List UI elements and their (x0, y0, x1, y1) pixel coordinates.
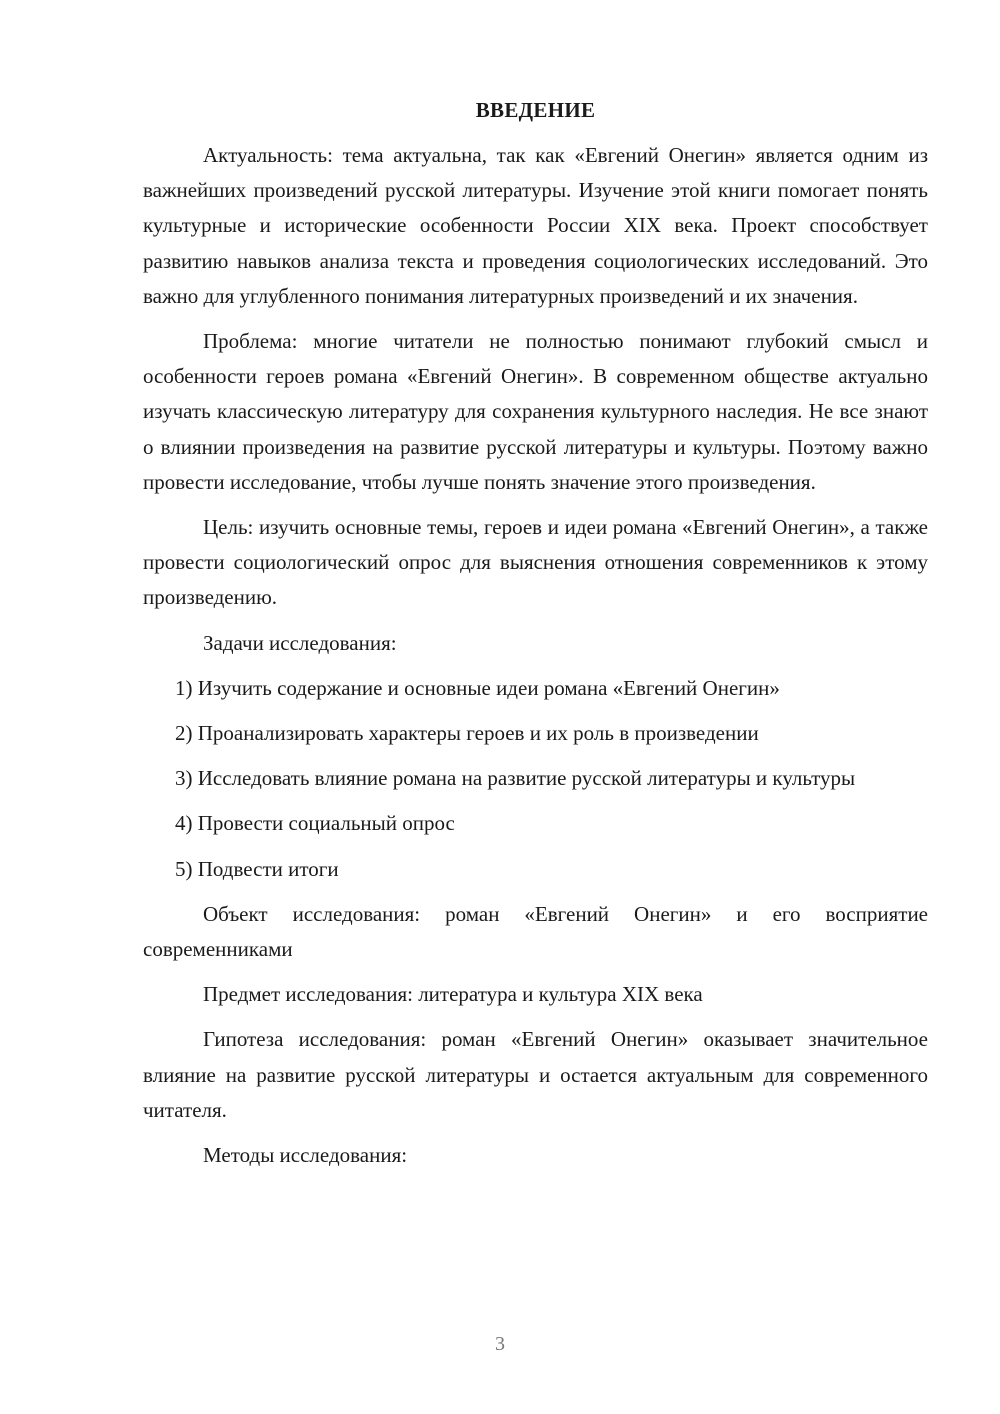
relevance-paragraph: Актуальность: тема актуальна, так как «Евгений Онегин» является одним из важнейших произведений русской литературы. Изучение этой книги помогает понять культурные и исторические особенности России XIX века. Проект способствует развитию навыков анализа текста и проведения социологических исследований. Это важно для углубленного понимания литературных произведений и их значения. (143, 143, 928, 308)
methods-heading: Методы исследования: (203, 1143, 408, 1168)
task-item-2: 2) Проанализировать характеры героев и их роль в произведении (175, 721, 759, 746)
hypothesis-paragraph: Гипотеза исследования: роман «Евгений Онегин» оказывает значительное влияние на развитие русской литературы и остается актуальным для современного читателя. (143, 1027, 928, 1122)
task-item-4: 4) Провести социальный опрос (175, 811, 455, 836)
subject-paragraph: Предмет исследования: литература и культура XIX века (203, 982, 703, 1007)
problem-paragraph: Проблема: многие читатели не полностью понимают глубокий смысл и особенности героев романа «Евгений Онегин». В современном обществе актуально изучать классическую литературу для сохранения культурного наследия. Не все знают о влиянии произведения на развитие русской литературы и культуры. Поэтому важно провести исследование, чтобы лучше понять значение этого произведения. (143, 329, 928, 494)
task-item-3: 3) Исследовать влияние романа на развитие русской литературы и культуры (175, 766, 856, 791)
task-item-1: 1) Изучить содержание и основные идеи романа «Евгений Онегин» (175, 675, 780, 700)
page-number: 3 (495, 1333, 505, 1355)
goal-paragraph: Цель: изучить основные темы, героев и идеи романа «Евгений Онегин», а также провести социологический опрос для выяснения отношения современников к этому произведению. (143, 515, 928, 610)
task-item-5: 5) Подвести итоги (175, 856, 339, 881)
section-heading: ВВЕДЕНИЕ (475, 98, 596, 122)
tasks-heading: Задачи исследования: (203, 630, 397, 655)
object-paragraph: Объект исследования: роман «Евгений Онегин» и его восприятие современниками (143, 901, 928, 962)
page-content (143, 93, 928, 1183)
